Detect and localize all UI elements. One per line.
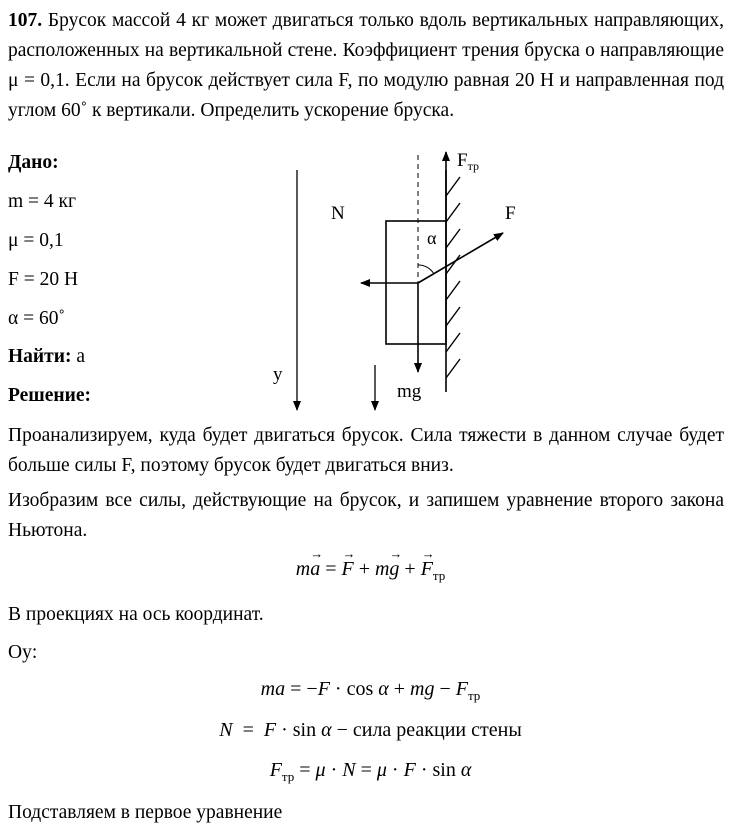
friction-force-equation: $F_{тр} = \mu \cdot N = \mu \cdot F \cdot \sin \alpha$ [269,759,472,784]
given-heading: Дано: [8,152,59,173]
label-alpha: α [427,228,437,248]
solution-paragraph-5: Подставляем в первое уравнение [8,802,283,823]
label-mg: mg [397,381,422,402]
solution-paragraph-2: Изобразим все силы, действующие на брусок, и запишем уравнение второго закона Ньютона. [8,490,724,541]
find-label: Найти: [8,346,72,367]
solution-paragraph-3: В проекциях на ось координат. [8,604,264,625]
problem-text: Брусок массой 4 кг может двигаться только вдоль вертикальных направляющих, расположенных на вертикальной стене. Коэффициент трения бруска о направляющие μ = 0,1. Если на брусок действует сила F, по модулю равная 20 Н и направленная под углом 60˚ к вертикали. Определить ускорение бруска. [8,10,725,121]
label-normal: N [331,203,345,224]
wall-hatching [446,177,460,378]
solution-paragraph-1: Проанализируем, куда будет двигаться брусок. Сила тяжести в данном случае будет больше силы F, поэтому брусок будет двигаться вниз. [8,425,724,476]
projection-equation: ma = −F · cos α + mg − $F_{тр}$ [260,678,481,703]
find-value: a [76,346,85,367]
normal-force-equation: N = F · sin α − сила реакции стены [219,719,522,741]
given-mass: m = 4 кг [8,191,77,212]
label-friction: $F_{тр}$ [457,150,479,173]
axis-label-oy: Oy: [8,642,38,663]
angle-arc [418,265,434,274]
given-angle: α = 60˚ [8,308,65,329]
label-y: y [273,364,283,385]
solution-heading: Решение: [8,385,92,406]
given-mu: μ = 0,1 [8,230,64,251]
problem-number: 107. [8,10,43,31]
newton-second-law-vector: ma → = F → + mg → + F → $_{тр}$ [295,546,446,583]
label-force: F [505,203,516,224]
given-force: F = 20 Н [8,269,79,290]
